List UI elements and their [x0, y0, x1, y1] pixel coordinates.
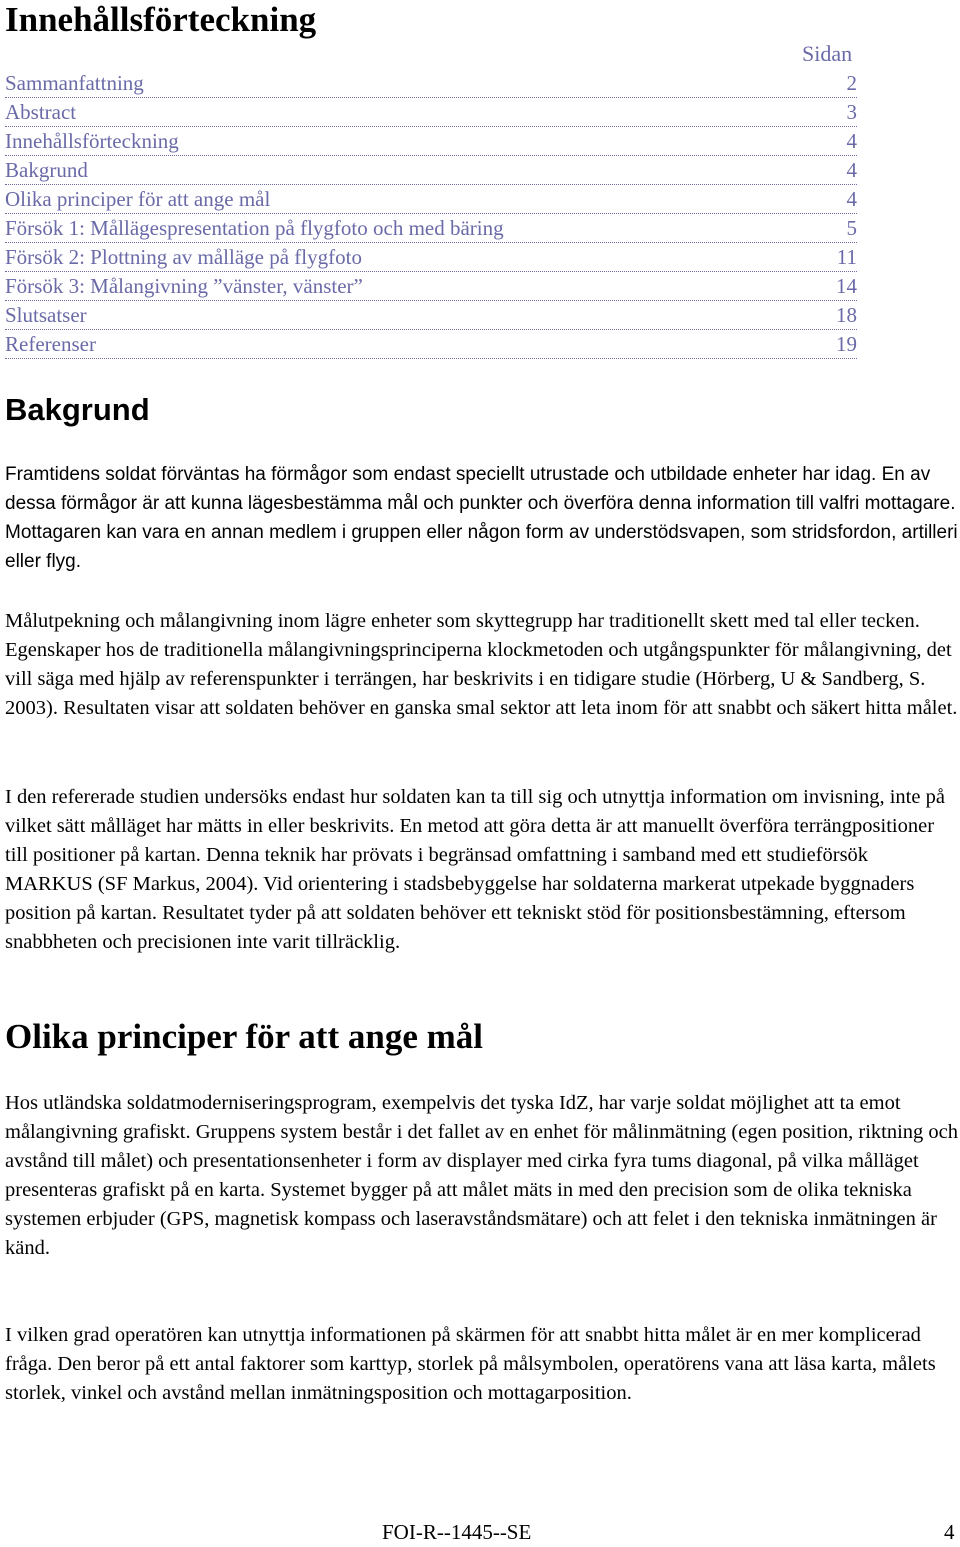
- toc-entry-page: 4: [846, 129, 857, 153]
- section-heading-bakgrund: Bakgrund: [5, 392, 150, 427]
- section-heading-olika-principer: Olika principer för att ange mål: [5, 1017, 483, 1056]
- toc-entry-page: 14: [836, 274, 857, 298]
- bakgrund-paragraph-1: Framtidens soldat förväntas ha förmågor som endast speciellt utrustade och utbildade enheter har idag. En av dessa förmågor är att kunna lägesbestämma mål och punkter och överföra denna information till valfri mottagare. Mottagaren kan vara en annan medlem i gruppen eller någon form av understödsvapen, som stridsfordon, artilleri eller flyg.: [5, 464, 958, 572]
- toc-entry-olika-principer[interactable]: [5, 185, 857, 214]
- olika-paragraph-2: I vilken grad operatören kan utnyttja informationen på skärmen för att snabbt hitta målet är en mer komplicerad fråga. Den beror på ett antal faktorer som karttyp, storlek på målsymbolen, operatörens vana att läsa karta, målets storlek, vinkel och avstånd mellan inmätningsposition och mottagarposition.: [5, 1324, 936, 1404]
- toc-entry-referenser[interactable]: [5, 330, 857, 359]
- toc-entry-page: 4: [846, 187, 857, 211]
- bakgrund-paragraph-2: Målutpekning och målangivning inom lägre enheter som skyttegrupp har traditionellt skett med tal eller tecken. Egenskaper hos de traditionella målangivningsprinciperna klockmetoden och utgångspunkter för målangivning, det vill säga med hjälp av referenspunkter i terrängen, har beskrivits i en tidigare studie (Hörberg, U & Sandberg, S. 2003). Resultaten visar att soldaten behöver en ganska smal sektor att leta inom för att snabbt och säkert hitta målet.: [5, 610, 958, 719]
- toc-entry-page: 4: [846, 158, 857, 182]
- toc-entry-forsok-3[interactable]: [5, 272, 857, 301]
- toc-entry-title: Referenser: [5, 332, 96, 356]
- toc-entry-innehallsforteckning[interactable]: [5, 127, 857, 156]
- toc-entry-title: Innehållsförteckning: [5, 129, 179, 153]
- toc-entry-title: Bakgrund: [5, 158, 88, 182]
- footer-report-code: FOI-R--1445--SE: [382, 1520, 532, 1544]
- bakgrund-paragraph-3: I den refererade studien undersöks endast hur soldaten kan ta till sig och utnyttja information om invisning, inte på vilket sätt målläget har mätts in eller beskrivits. En metod att göra detta är att manuellt överföra terrängpositioner till positioner på kartan. Denna teknik har prövats i begränsad omfattning i samband med ett studieförsök MARKUS (SF Markus, 2004). Vid orientering i stadsbebyggelse har soldaterna markerat utpekade byggnaders position på kartan. Resultatet tyder på att soldaten behöver ett tekniskt stöd för positionsbestämning, eftersom snabbheten och precisionen inte varit tillräcklig.: [5, 786, 945, 953]
- toc-entry-title: Försök 3: Målangivning ”vänster, vänster”: [5, 274, 363, 298]
- toc-entry-forsok-2[interactable]: [5, 243, 857, 272]
- toc-page-column-label: Sidan: [802, 41, 853, 66]
- footer-page-number: 4: [944, 1520, 955, 1544]
- toc-entry-title: Abstract: [5, 100, 77, 124]
- toc-entry-title: Försök 1: Mållägespresentation på flygfoto och med bäring: [5, 216, 504, 240]
- toc-entry-bakgrund[interactable]: [5, 156, 857, 185]
- toc-entry-page: 11: [836, 245, 857, 269]
- table-of-contents: [5, 69, 857, 359]
- toc-entry-slutsatser[interactable]: [5, 301, 857, 330]
- toc-entry-title: Slutsatser: [5, 303, 87, 327]
- toc-entry-abstract[interactable]: [5, 98, 857, 127]
- toc-entry-page: 19: [836, 332, 857, 356]
- olika-paragraph-1: Hos utländska soldatmoderniseringsprogram, exempelvis det tyska IdZ, har varje soldat möjlighet att ta emot målangivning grafiskt. Gruppens system består i det fallet av en enhet för målinmätning (egen position, riktning och avstånd till målet) och presentationsenheter i form av displayer med cirka fyra tums diagonal, på vilka målläget presenteras grafiskt på en karta. Systemet bygger på att målet mäts in med den precision som de olika tekniska systemen erbjuder (GPS, magnetisk kompass och laseravståndsmätare) och att felet i den tekniska inmätningen är känd.: [5, 1092, 959, 1259]
- toc-entry-page: 3: [846, 100, 857, 124]
- toc-entry-page: 18: [836, 303, 857, 327]
- toc-entry-title: Sammanfattning: [5, 71, 144, 95]
- toc-entry-forsok-1[interactable]: [5, 214, 857, 243]
- toc-entry-page: 2: [846, 71, 857, 95]
- toc-heading: Innehållsförteckning: [5, 0, 317, 39]
- toc-entry-sammanfattning[interactable]: [5, 69, 857, 98]
- toc-entry-title: Olika principer för att ange mål: [5, 187, 271, 211]
- toc-entry-title: Försök 2: Plottning av målläge på flygfoto: [5, 245, 362, 269]
- toc-entry-page: 5: [846, 216, 857, 240]
